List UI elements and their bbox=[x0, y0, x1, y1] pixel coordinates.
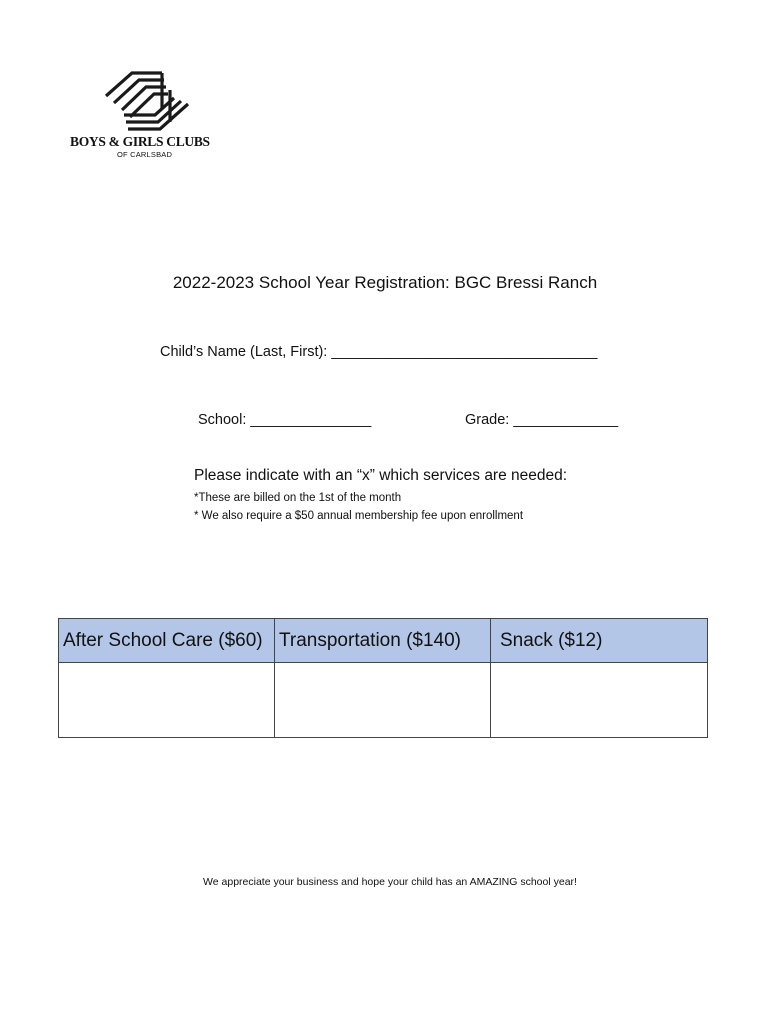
billing-note: *These are billed on the 1st of the month bbox=[194, 492, 402, 504]
membership-fee-note: * We also require a $50 annual membership fee upon enrollment bbox=[194, 510, 524, 522]
footer-message: We appreciate your business and hope your child has an AMAZING school year! bbox=[203, 876, 577, 888]
transportation-checkbox-cell[interactable] bbox=[275, 663, 491, 738]
interlocking-hands-icon bbox=[102, 70, 192, 132]
school-label: School: bbox=[198, 412, 247, 428]
services-table bbox=[58, 618, 708, 738]
snack-checkbox-cell[interactable] bbox=[491, 663, 708, 738]
child-name-blank[interactable]: _________________________________ bbox=[331, 344, 598, 360]
grade-field[interactable] bbox=[465, 412, 618, 428]
after-school-care-checkbox-cell[interactable] bbox=[59, 663, 275, 738]
services-instructions: Please indicate with an “x” which services are needed: bbox=[194, 467, 568, 484]
logo-club-location: OF CARLSBAD bbox=[117, 150, 173, 159]
transportation-header: Transportation ($140) bbox=[275, 619, 491, 663]
grade-label: Grade: bbox=[465, 412, 510, 428]
snack-header: Snack ($12) bbox=[491, 619, 708, 663]
school-blank[interactable]: _______________ bbox=[250, 412, 372, 428]
logo-club-name: BOYS & GIRLS CLUBS bbox=[70, 134, 210, 149]
child-name-field[interactable] bbox=[160, 344, 597, 360]
child-name-label: Child’s Name (Last, First): bbox=[160, 344, 328, 360]
club-logo bbox=[70, 70, 230, 165]
school-field[interactable] bbox=[198, 412, 371, 428]
services-header-row bbox=[59, 619, 708, 663]
grade-blank[interactable]: _____________ bbox=[513, 412, 619, 428]
services-selection-row bbox=[59, 663, 708, 738]
page-title: 2022-2023 School Year Registration: BGC Bressi Ranch bbox=[172, 273, 598, 292]
after-school-care-header: After School Care ($60) bbox=[59, 619, 275, 663]
